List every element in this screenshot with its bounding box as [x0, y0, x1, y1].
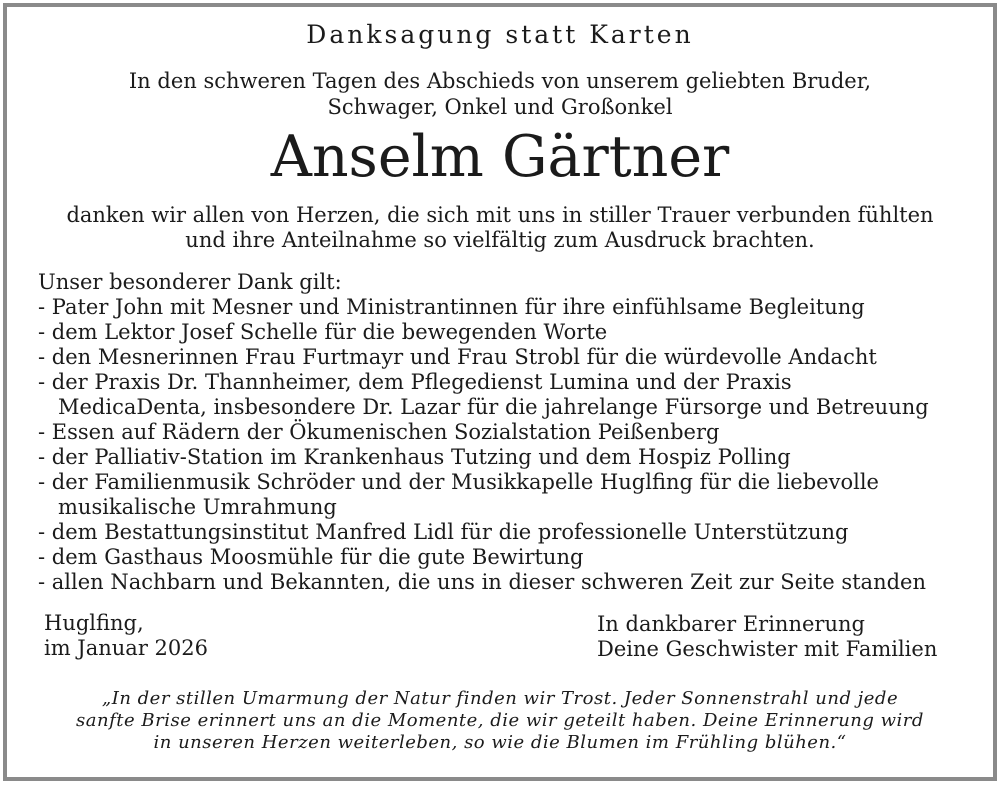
list-item: - der Familienmusik Schröder und der Musikkapelle Huglfing für die liebevolle — [38, 470, 879, 494]
thanks-line: danken wir allen von Herzen, die sich mit uns in stiller Trauer verbunden fühlten — [66, 203, 934, 227]
quote-line: sanfte Brise erinnert uns an die Momente, die wir geteilt haben. Deine Erinnerung wird — [76, 710, 924, 731]
list-item: - dem Bestattungsinstitut Manfred Lidl für die professionelle Unterstützung — [38, 520, 849, 544]
intro-line: In den schweren Tagen des Abschieds von unserem geliebten Bruder, — [128, 69, 872, 93]
list-item: - der Palliativ-Station im Krankenhaus Tutzing und dem Hospiz Polling — [38, 445, 791, 469]
list-item: - der Praxis Dr. Thannheimer, dem Pflegedienst Lumina und der Praxis — [38, 370, 792, 394]
place-date — [44, 611, 208, 661]
signature-line: In dankbarer Erinnerung — [597, 612, 865, 636]
thanks-list — [38, 270, 978, 595]
thanks-line: und ihre Anteilnahme so vielfältig zum Ausdruck brachten. — [185, 228, 815, 252]
date: im Januar 2026 — [44, 636, 208, 660]
quote-line: in unseren Herzen weiterleben, so wie die Blumen im Frühling blühen.“ — [153, 732, 847, 753]
place: Huglfing, — [44, 611, 144, 635]
signature-line: Deine Geschwister mit Familien — [597, 637, 938, 661]
closing-quote — [0, 688, 1000, 754]
intro-text — [0, 68, 1000, 120]
intro-line: Schwager, Onkel und Großonkel — [327, 95, 673, 119]
list-item: - dem Lektor Josef Schelle für die bewegenden Worte — [38, 320, 608, 344]
deceased-name: Anselm Gärtner — [270, 124, 730, 190]
list-item-continuation: MedicaDenta, insbesondere Dr. Lazar für die jahrelange Fürsorge und Betreuung — [58, 395, 929, 419]
list-item: - Pater John mit Mesner und Ministrantinnen für ihre einfühlsame Begleitung — [38, 295, 865, 319]
list-item: - den Mesnerinnen Frau Furtmayr und Frau Strobl für die würdevolle Andacht — [38, 345, 877, 369]
thanks-text — [0, 203, 1000, 253]
quote-line: „In der stillen Umarmung der Natur finden wir Trost. Jeder Sonnenstrahl und jede — [101, 688, 899, 709]
signature — [597, 612, 937, 662]
notice-header: Danksagung statt Karten — [306, 20, 694, 49]
list-item-continuation: musikalische Umrahmung — [58, 495, 337, 519]
list-item: - allen Nachbarn und Bekannten, die uns in dieser schweren Zeit zur Seite standen — [38, 570, 926, 594]
list-item: - dem Gasthaus Moosmühle für die gute Bewirtung — [38, 545, 584, 569]
list-item: - Essen auf Rädern der Ökumenischen Sozialstation Peißenberg — [38, 420, 720, 444]
thanks-list-heading: Unser besonderer Dank gilt: — [38, 270, 342, 294]
